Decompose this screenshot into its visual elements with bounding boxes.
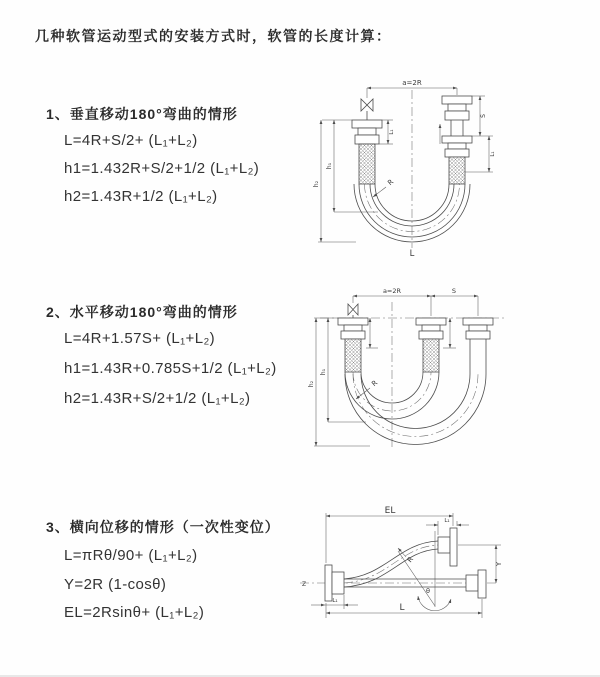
radius-label: R	[386, 177, 396, 188]
section-3-formula-L: L=πRθ/90+ (L₁+L₂)	[64, 547, 198, 564]
valve-icon	[361, 99, 373, 111]
dim-label-h1: h₁	[326, 162, 333, 170]
section-2-formula-h1: h1=1.43R+0.785S+1/2 (L₁+L₂)	[64, 360, 277, 377]
section-3-heading: 3、横向位移的情形（一次性变位）	[46, 519, 280, 535]
radius-label: R	[370, 378, 380, 389]
braided-hose-right	[449, 157, 465, 184]
dim-label-l1-right: L₁	[490, 151, 496, 157]
theta-label: θ	[426, 587, 430, 595]
dim-label-h2: h₂	[308, 380, 315, 388]
braided-hose-left	[345, 339, 361, 372]
dim-label-s: S	[480, 114, 487, 118]
right-flange-top	[442, 96, 472, 104]
diagram-vertical-180-bend	[312, 72, 584, 262]
radius-label: R	[405, 555, 416, 565]
dim-label-el: EL	[384, 506, 396, 516]
middle-flange	[416, 318, 446, 325]
document-title: 几种软管运动型式的安装方式时，软管的长度计算：	[35, 28, 392, 44]
hose-arc-displaced-inner	[361, 374, 470, 429]
section-1-heading: 1、垂直移动180°弯曲的情形	[46, 106, 238, 122]
upper-flange-plate	[450, 528, 457, 566]
dim-label-l1-top: L₁	[444, 518, 450, 524]
section-1-formula-h1: h1=1.432R+S/2+1/2 (L₁+L₂)	[64, 160, 260, 177]
right-flange-hub	[466, 575, 478, 591]
section-3-formula-EL: EL=2Rsinθ+ (L₁+L₂)	[64, 604, 205, 621]
dim-label-y: Y	[495, 561, 503, 567]
section-1-formula-h2: h2=1.43R+1/2 (L₁+L₂)	[64, 188, 218, 205]
valve-icon	[348, 304, 358, 315]
centerline-mark: Z	[302, 581, 307, 588]
dim-label-l1-left: L₁	[332, 598, 338, 604]
braided-hose-left	[359, 144, 375, 184]
hose-curve-centerline	[344, 545, 438, 583]
left-flange-plate	[325, 565, 332, 601]
dim-label-l1-left: L₁	[389, 129, 395, 135]
section-1-formula-L: L=4R+S/2+ (L₁+L₂)	[64, 132, 198, 149]
hose-centerline-arc	[365, 184, 460, 232]
dim-label-s: S	[451, 287, 457, 295]
diagram-lateral-displacement	[298, 501, 598, 651]
section-2-heading: 2、水平移动180°弯曲的情形	[46, 304, 238, 320]
angle-arc	[418, 596, 451, 611]
right-flange-plate	[478, 570, 486, 598]
diagram-horizontal-180-bend	[308, 282, 590, 462]
dim-label-a2r: a=2R	[402, 79, 422, 87]
dim-label-h1: h₁	[320, 368, 327, 376]
dim-label-l: L	[399, 603, 405, 613]
right-flange-lower	[442, 136, 472, 143]
left-flange-hub	[332, 572, 344, 594]
left-flange	[338, 318, 368, 325]
braided-hose-middle	[423, 339, 439, 372]
left-flange	[352, 120, 382, 128]
hose-curve-bottom	[344, 549, 438, 587]
dim-label-a2r: a=2R	[382, 287, 402, 295]
dim-label-h2: h₂	[313, 180, 320, 188]
hose-curve-top	[344, 541, 438, 579]
length-label: L	[409, 249, 415, 259]
radius-line	[398, 551, 435, 606]
section-2-formula-L: L=4R+1.57S+ (L₁+L₂)	[64, 330, 216, 347]
hose-arc-displaced-outer	[345, 374, 486, 445]
section-2-formula-h2: h2=1.43R+S/2+1/2 (L₁+L₂)	[64, 390, 251, 407]
upper-flange-hub	[438, 537, 450, 553]
section-3-formula-Y: Y=2R (1-cosθ)	[64, 576, 167, 593]
right-flange	[463, 318, 493, 325]
